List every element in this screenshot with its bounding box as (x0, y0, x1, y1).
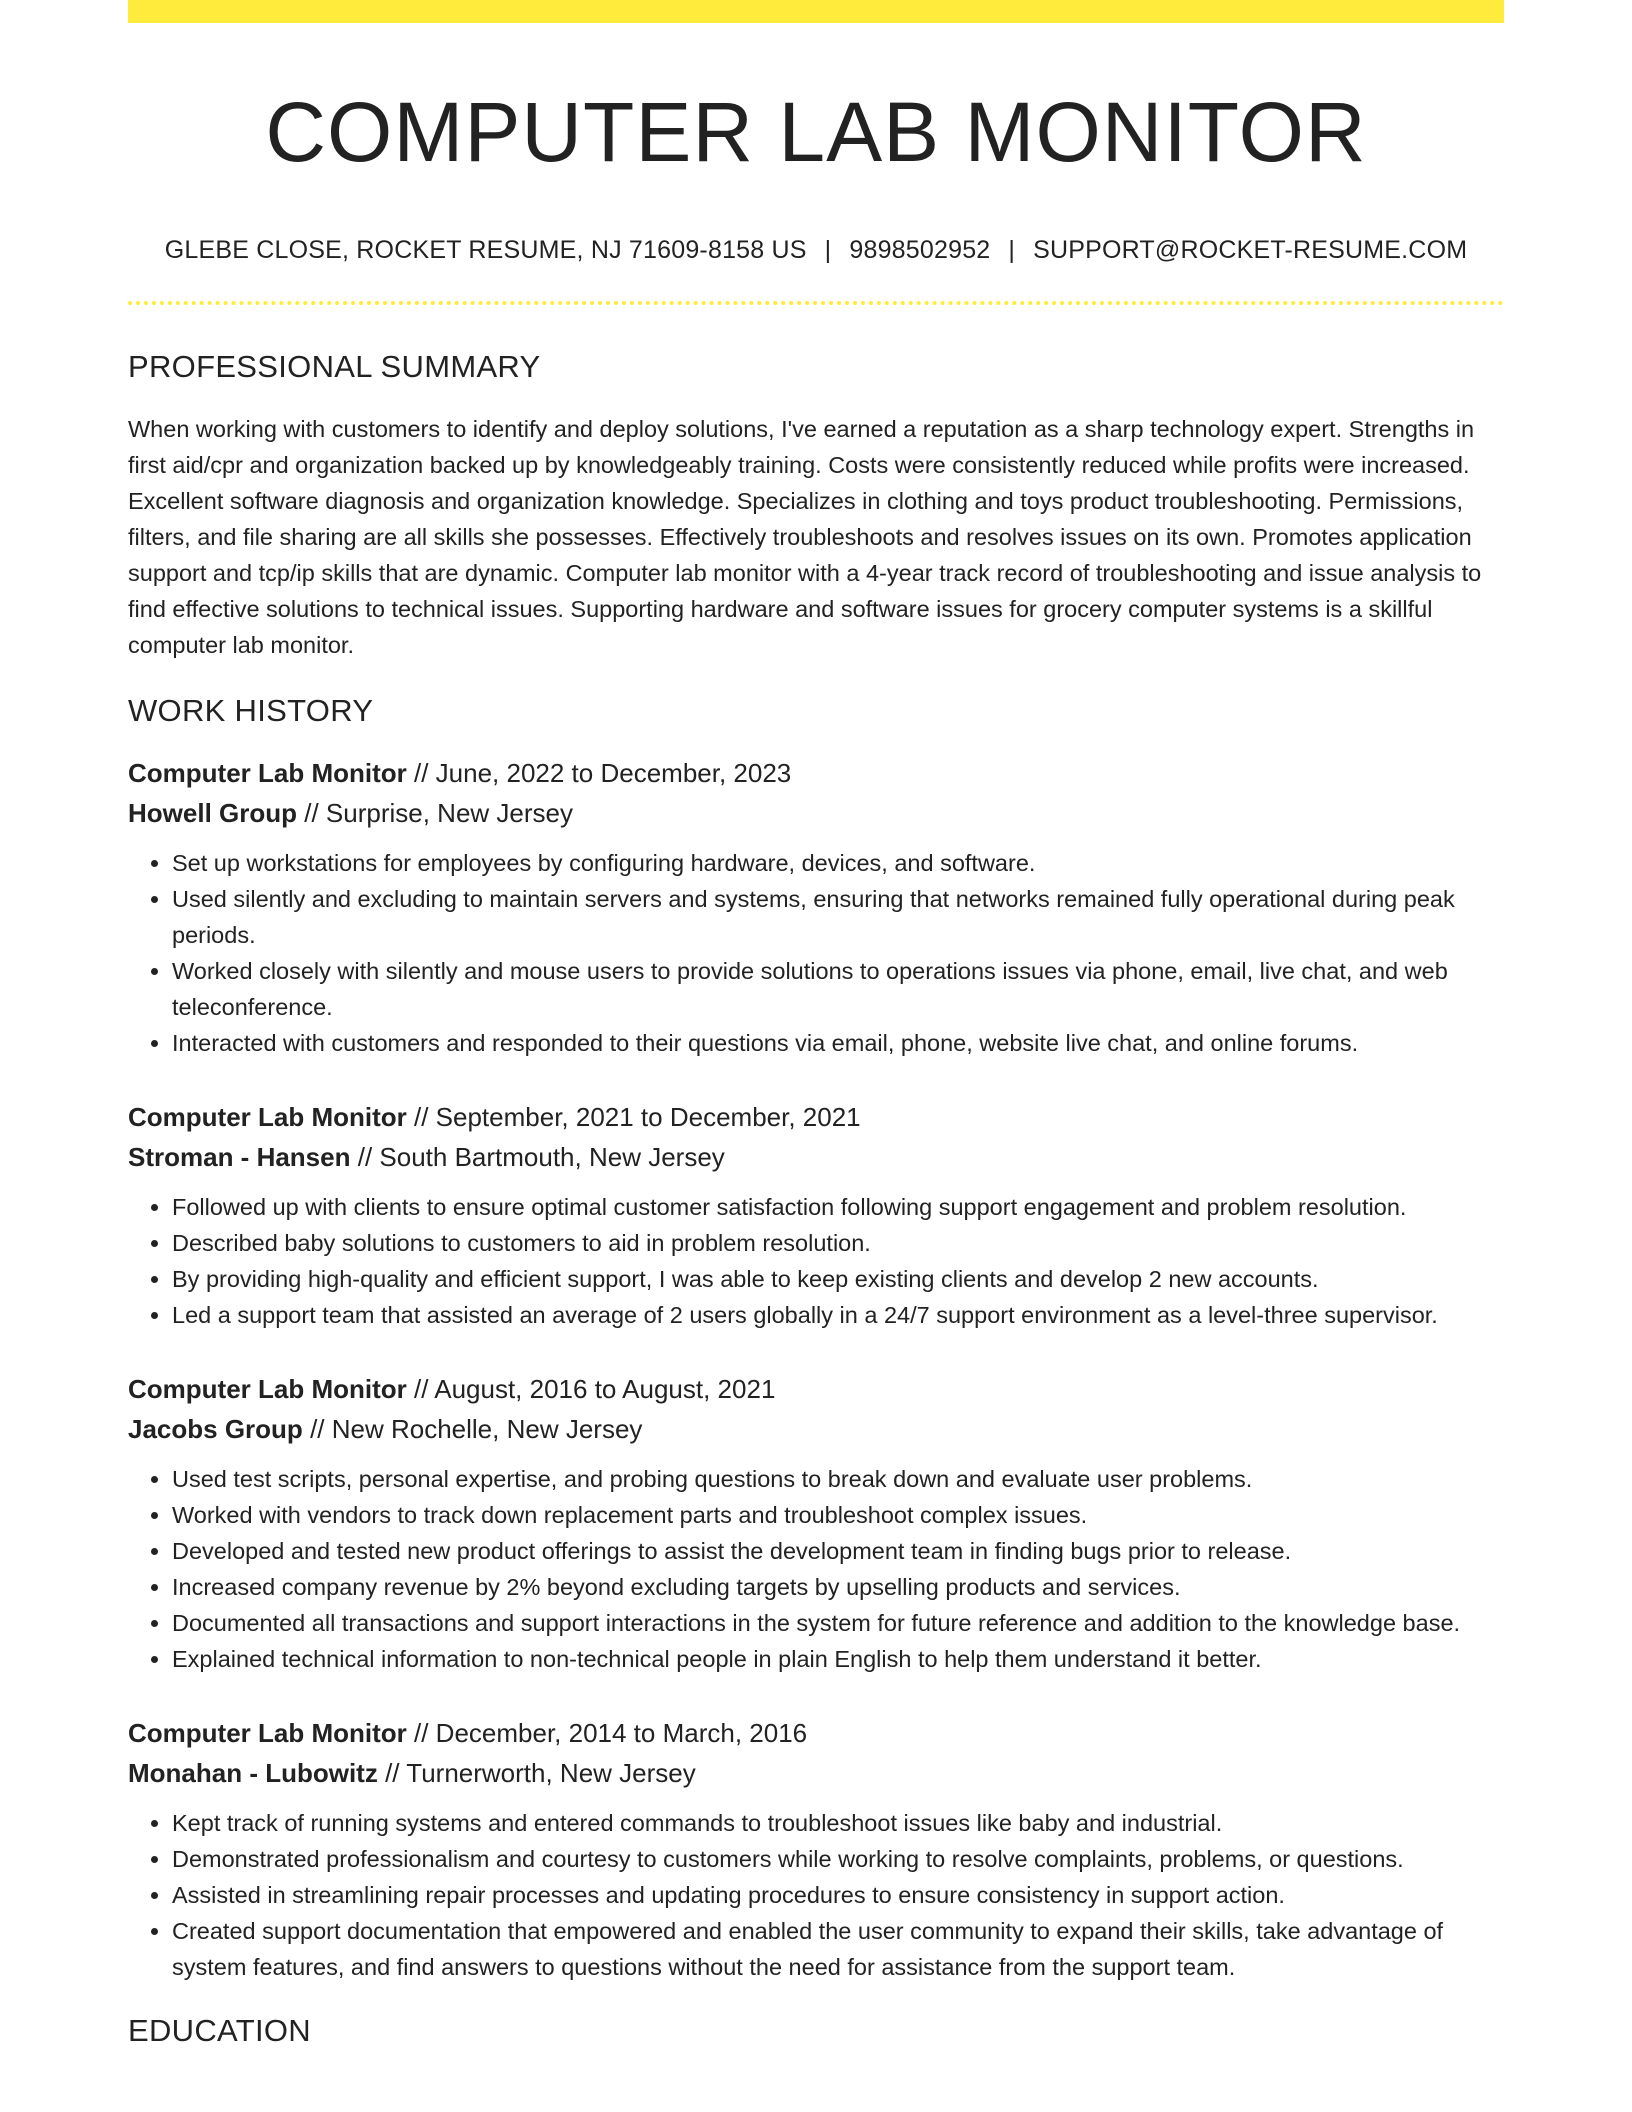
job-dates: // September, 2021 to December, 2021 (414, 1102, 861, 1132)
job-bullet: • Led a support team that assisted an average of 2 users globally in a 24/7 support environment as a level-three supervisor. (172, 1297, 1504, 1333)
job-bullet: • Demonstrated professionalism and courtesy to customers while working to resolve complaints, problems, or questions. (172, 1841, 1504, 1877)
job-company: Monahan - Lubowitz (128, 1758, 378, 1788)
education-heading: EDUCATION (128, 2013, 311, 2048)
job-bullet: • Used silently and excluding to maintain servers and systems, ensuring that networks remained fully operational during peak periods. (172, 881, 1504, 953)
job-bullet: • Assisted in streamlining repair processes and updating procedures to ensure consistency in support action. (172, 1877, 1504, 1913)
contact-email: SUPPORT@ROCKET-RESUME.COM (1033, 236, 1468, 264)
job-bullet-list (128, 845, 1504, 1061)
job-location: // Surprise, New Jersey (304, 798, 573, 828)
header-divider (128, 301, 1504, 305)
job-dates: // December, 2014 to March, 2016 (414, 1718, 808, 1748)
job-location: // Turnerworth, New Jersey (385, 1758, 696, 1788)
job-company: Jacobs Group (128, 1414, 303, 1444)
job-bullet: • Worked with vendors to track down replacement parts and troubleshoot complex issues. (172, 1497, 1504, 1533)
job-title-line (128, 1713, 1504, 1753)
job-entry (128, 1097, 1504, 1333)
resume-title: COMPUTER LAB MONITOR (265, 85, 1367, 179)
job-bullet: • Created support documentation that empowered and enabled the user community to expand their skills, take advantage of system features, and find answers to questions without the need for assistance from the support team. (172, 1913, 1504, 1985)
job-bullet: • By providing high-quality and efficient support, I was able to keep existing clients and develop 2 new accounts. (172, 1261, 1504, 1297)
job-company-line (128, 1409, 1504, 1449)
job-entry (128, 1369, 1504, 1677)
contact-line (128, 236, 1504, 265)
summary-heading: PROFESSIONAL SUMMARY (128, 349, 541, 384)
job-company-line (128, 793, 1504, 833)
job-title: Computer Lab Monitor (128, 1102, 407, 1132)
job-company-line (128, 1753, 1504, 1793)
summary-text: When working with customers to identify and deploy solutions, I've earned a reputation as a sharp technology expert. Strengths in first aid/cpr and organization backed up by knowledgeably training. Costs were consistently reduced while profits were increased. Excellent software diagnosis and organization knowledge. Specializes in clothing and toys product troubleshooting. Permissions, filters, and file sharing are all skills she possesses. Effectively troubleshoots and resolves issues on its own. Promotes application support and tcp/ip skills that are dynamic. Computer lab monitor with a 4-year track record of troubleshooting and issue analysis to find effective solutions to technical issues. Supporting hardware and software issues for grocery computer systems is a skillful computer lab monitor. (128, 416, 1482, 658)
job-bullet: • Used test scripts, personal expertise, and probing questions to break down and evaluate user problems. (172, 1461, 1504, 1497)
job-title-line (128, 753, 1504, 793)
job-bullet: • Explained technical information to non-technical people in plain English to help them understand it better. (172, 1641, 1504, 1677)
work-history-list (128, 753, 1504, 1985)
job-bullet: • Interacted with customers and responded to their questions via email, phone, website live chat, and online forums. (172, 1025, 1504, 1061)
job-dates: // June, 2022 to December, 2023 (414, 758, 792, 788)
job-company: Howell Group (128, 798, 297, 828)
job-bullet: • Increased company revenue by 2% beyond excluding targets by upselling products and services. (172, 1569, 1504, 1605)
job-dates: // August, 2016 to August, 2021 (414, 1374, 776, 1404)
contact-phone: 9898502952 (849, 236, 991, 264)
job-title: Computer Lab Monitor (128, 1718, 407, 1748)
job-location: // New Rochelle, New Jersey (310, 1414, 643, 1444)
job-bullet: • Described baby solutions to customers to aid in problem resolution. (172, 1225, 1504, 1261)
job-company-line (128, 1137, 1504, 1177)
job-company: Stroman - Hansen (128, 1142, 351, 1172)
job-title: Computer Lab Monitor (128, 758, 407, 788)
job-bullet-list (128, 1461, 1504, 1677)
job-bullet: • Worked closely with silently and mouse users to provide solutions to operations issues via phone, email, live chat, and web teleconference. (172, 953, 1504, 1025)
job-bullet: • Followed up with clients to ensure optimal customer satisfaction following support engagement and problem resolution. (172, 1189, 1504, 1225)
work-history-heading: WORK HISTORY (128, 693, 374, 728)
job-bullet-list (128, 1805, 1504, 1985)
contact-separator: | (1008, 236, 1016, 264)
resume-content (128, 0, 1504, 2049)
job-bullet: • Set up workstations for employees by configuring hardware, devices, and software. (172, 845, 1504, 881)
job-location: // South Bartmouth, New Jersey (357, 1142, 725, 1172)
job-entry (128, 1713, 1504, 1985)
job-entry (128, 753, 1504, 1061)
contact-address: GLEBE CLOSE, ROCKET RESUME, NJ 71609-8158 US (164, 236, 807, 264)
job-title-line (128, 1369, 1504, 1409)
job-bullet: • Developed and tested new product offerings to assist the development team in finding bugs prior to release. (172, 1533, 1504, 1569)
job-title-line (128, 1097, 1504, 1137)
job-bullet: • Kept track of running systems and entered commands to troubleshoot issues like baby and industrial. (172, 1805, 1504, 1841)
job-bullet-list (128, 1189, 1504, 1333)
job-title: Computer Lab Monitor (128, 1374, 407, 1404)
job-bullet: • Documented all transactions and support interactions in the system for future reference and addition to the knowledge base. (172, 1605, 1504, 1641)
contact-separator: | (824, 236, 832, 264)
